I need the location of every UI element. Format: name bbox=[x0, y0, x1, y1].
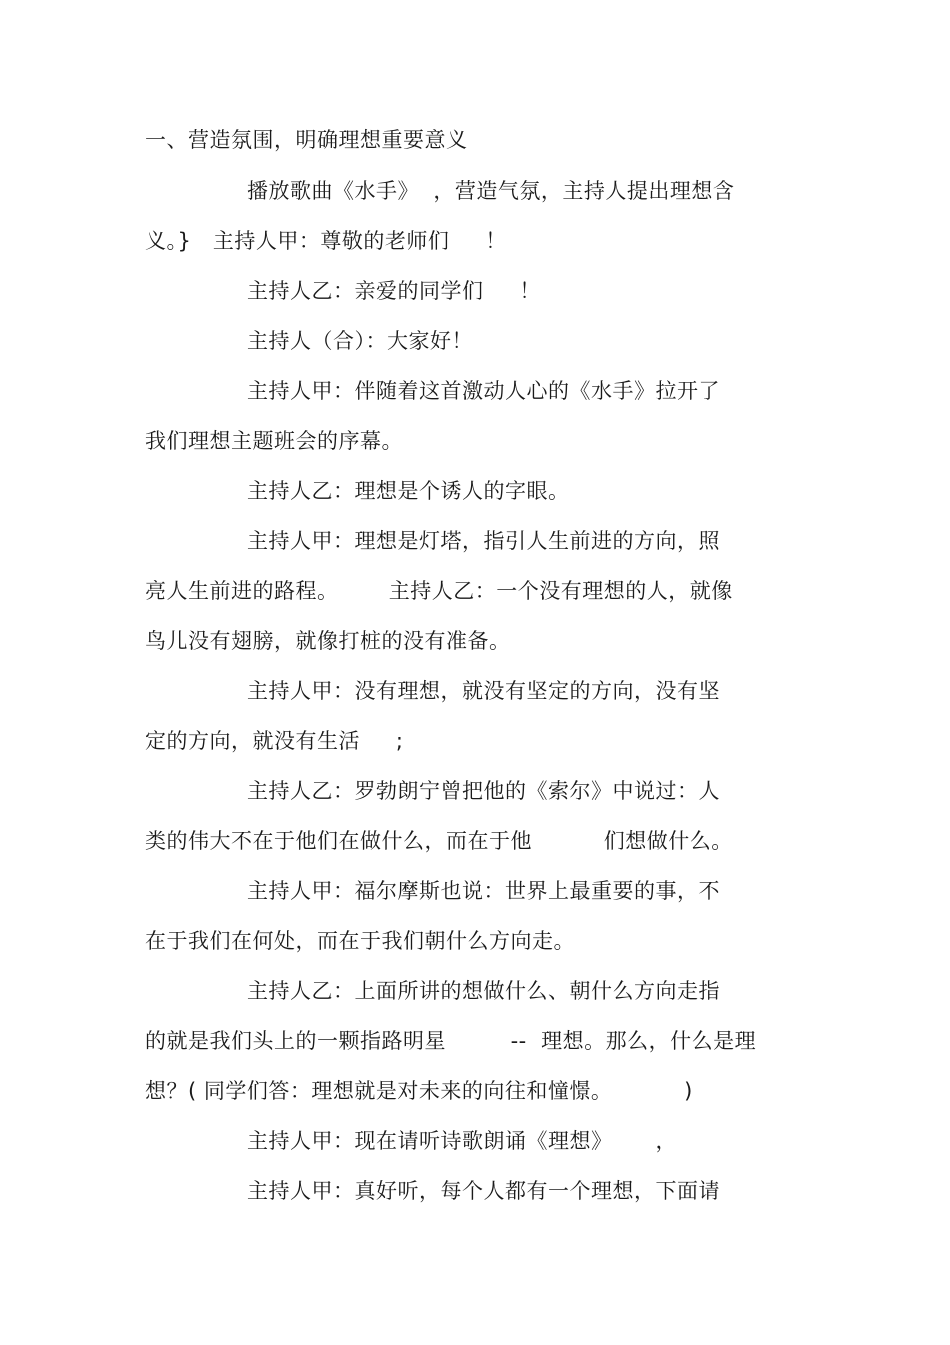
paragraph-line: 想？( 同学们答：理想就是对未来的向往和憧憬。 ) bbox=[145, 1079, 693, 1103]
paragraph-line: 播放歌曲《水手》 ，营造气氛，主持人提出理想含 bbox=[247, 179, 735, 203]
paragraph-line: 我们理想主题班会的序幕。 bbox=[145, 429, 403, 453]
paragraph-line: 主持人乙：理想是个诱人的字眼。 bbox=[247, 479, 570, 503]
paragraph-line: 主持人甲：伴随着这首激动人心的《水手》拉开了 bbox=[247, 379, 720, 403]
paragraph-line: 主持人甲：真好听，每个人都有一个理想，下面请 bbox=[247, 1179, 720, 1203]
section-heading: 一、营造氛围，明确理想重要意义 bbox=[145, 128, 468, 152]
paragraph-line: 在于我们在何处，而在于我们朝什么方向走。 bbox=[145, 929, 575, 953]
paragraph-line: 定的方向，就没有生活 ; bbox=[145, 729, 404, 753]
paragraph-line: 主持人乙：罗勃朗宁曾把他的《索尔》中说过：人 bbox=[247, 779, 720, 803]
paragraph-line: 主持人（合）：大家好！ bbox=[247, 329, 473, 353]
paragraph-line: 类的伟大不在于他们在做什么，而在于他 们想做什么。 bbox=[145, 829, 733, 853]
paragraph-line: 的就是我们头上的一颗指路明星 -- 理想。那么，什么是理 bbox=[145, 1029, 757, 1053]
paragraph-line: 主持人乙：上面所讲的想做什么、朝什么方向走指 bbox=[247, 979, 720, 1003]
paragraph-line: 义。} 主持人甲：尊敬的老师们 ！ bbox=[145, 229, 507, 253]
paragraph-line: 主持人甲：现在请听诗歌朗诵《理想》 ， bbox=[247, 1129, 678, 1153]
paragraph-line: 主持人乙：亲爱的同学们 ！ bbox=[247, 279, 541, 303]
paragraph-line: 主持人甲：福尔摩斯也说：世界上最重要的事，不 bbox=[247, 879, 720, 903]
paragraph-line: 鸟儿没有翅膀，就像打桩的没有准备。 bbox=[145, 629, 511, 653]
paragraph-line: 主持人甲：没有理想，就没有坚定的方向，没有坚 bbox=[247, 679, 720, 703]
paragraph-line: 亮人生前进的路程。 主持人乙：一个没有理想的人，就像 bbox=[145, 579, 733, 603]
paragraph-line: 主持人甲：理想是灯塔，指引人生前进的方向，照 bbox=[247, 529, 720, 553]
